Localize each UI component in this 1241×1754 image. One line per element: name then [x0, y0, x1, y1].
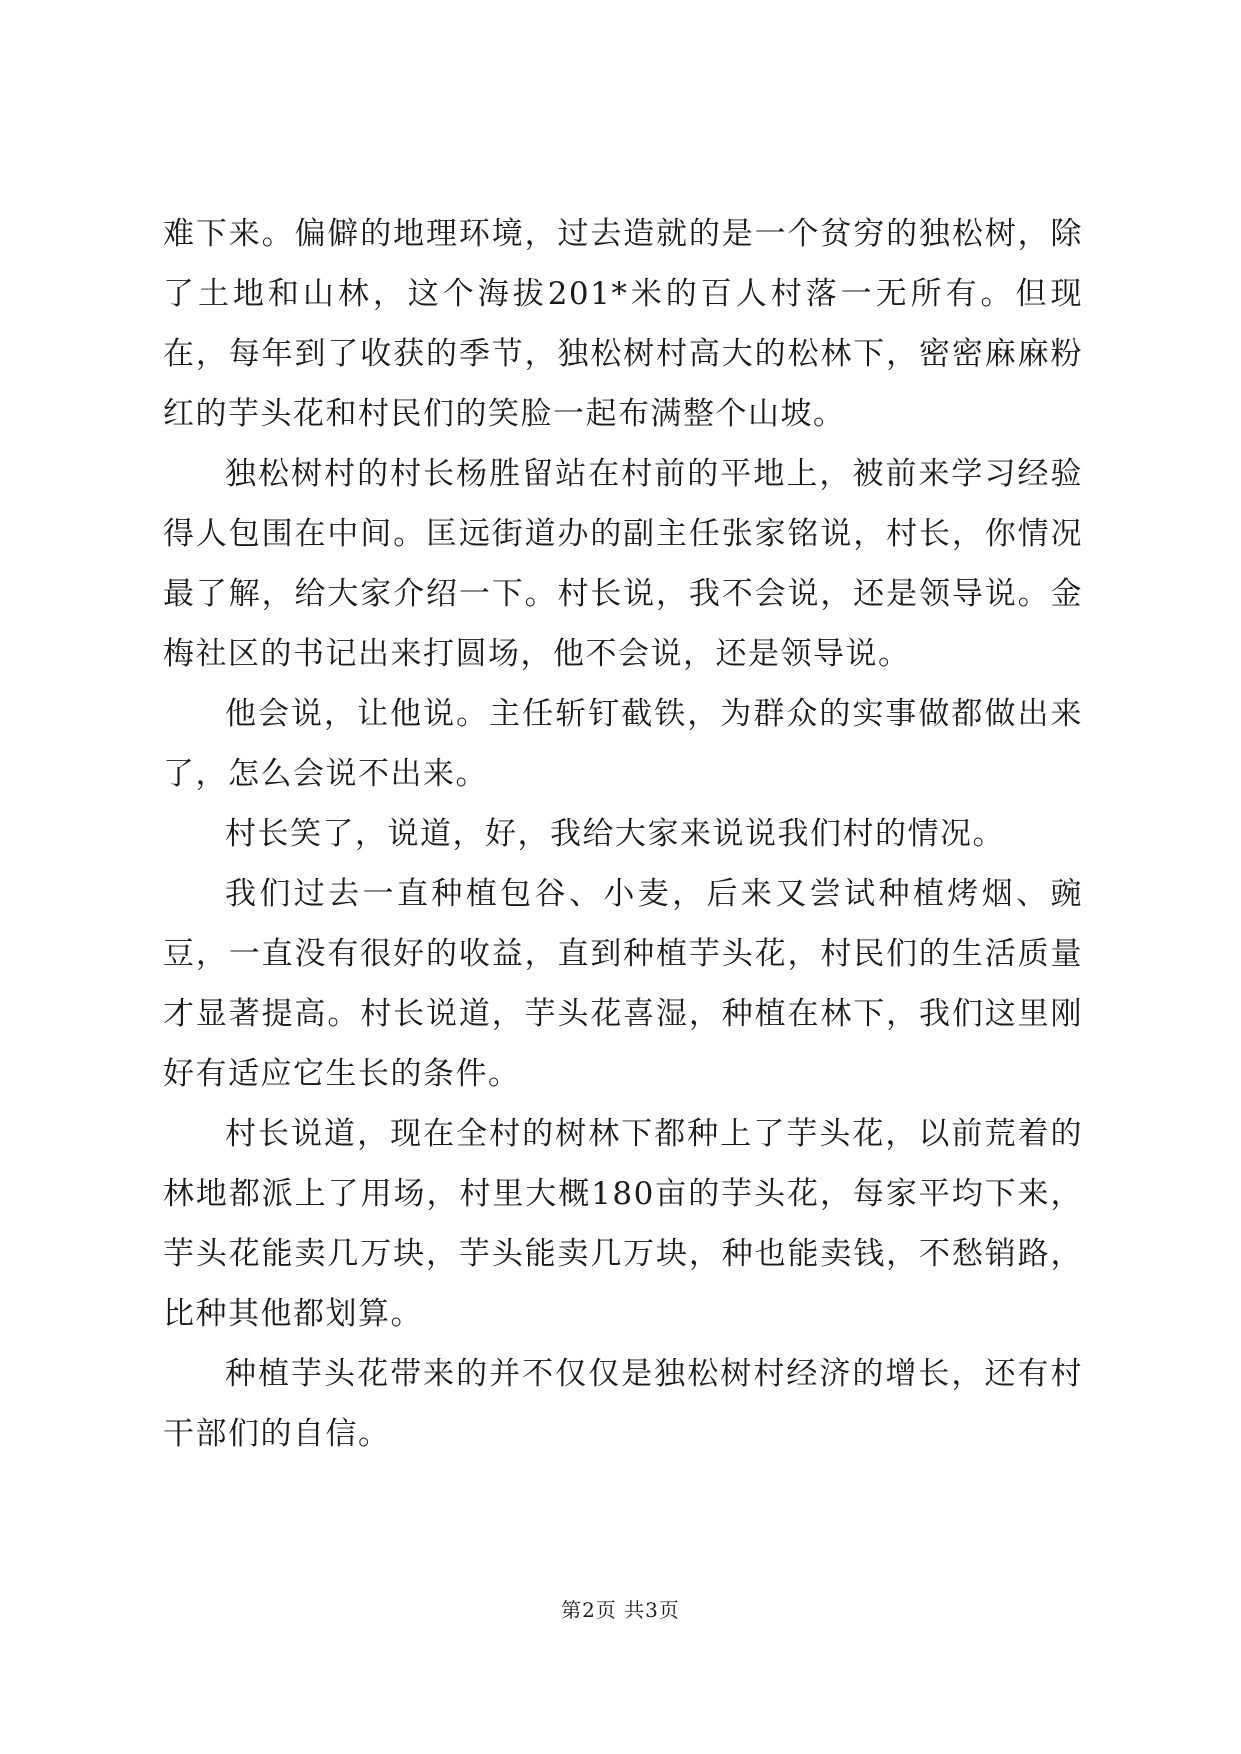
paragraph-current-planting: 村长说道，现在全村的树林下都种上了芋头花，以前荒着的林地都派上了用场，村里大概180亩的芋头花，每家平均下来，芋头花能卖几万块，芋头能卖几万块，种也能卖钱，不愁销路，比种其他都划算。	[163, 1116, 1083, 1332]
paragraph-village-chief: 独松树村的村长杨胜留站在村前的平地上，被前来学习经验得人包围在中间。匡远街道办的副主任张家铭说，村长，你情况最了解，给大家介绍一下。村长说，我不会说，还是领导说。金梅社区的书记出来打圆场，他不会说，还是领导说。	[163, 456, 1083, 672]
paragraph-past-crops: 我们过去一直种植包谷、小麦，后来又尝试种植烤烟、豌豆，一直没有很好的收益，直到种植芋头花，村民们的生活质量才显著提高。村长说道，芋头花喜湿，种植在林下，我们这里刚好有适应它生长的条件。	[163, 876, 1083, 1092]
paragraph-chief-laughs: 村长笑了，说道，好，我给大家来说说我们村的情况。	[225, 816, 1005, 852]
document-body	[163, 204, 1083, 1464]
paragraph-confidence: 种植芋头花带来的并不仅仅是独松树村经济的增长，还有村干部们的自信。	[163, 1356, 1083, 1452]
paragraph-director-reply: 他会说，让他说。主任斩钉截铁，为群众的实事做都做出来了，怎么会说不出来。	[163, 696, 1083, 792]
page-number-footer: 第2页 共3页	[561, 1598, 680, 1622]
paragraph-continuation: 难下来。偏僻的地理环境，过去造就的是一个贫穷的独松树，除了土地和山林，这个海拔201*米的百人村落一无所有。但现在，每年到了收获的季节，独松树村高大的松林下，密密麻麻粉红的芋头花和村民们的笑脸一起布满整个山坡。	[163, 216, 1083, 432]
